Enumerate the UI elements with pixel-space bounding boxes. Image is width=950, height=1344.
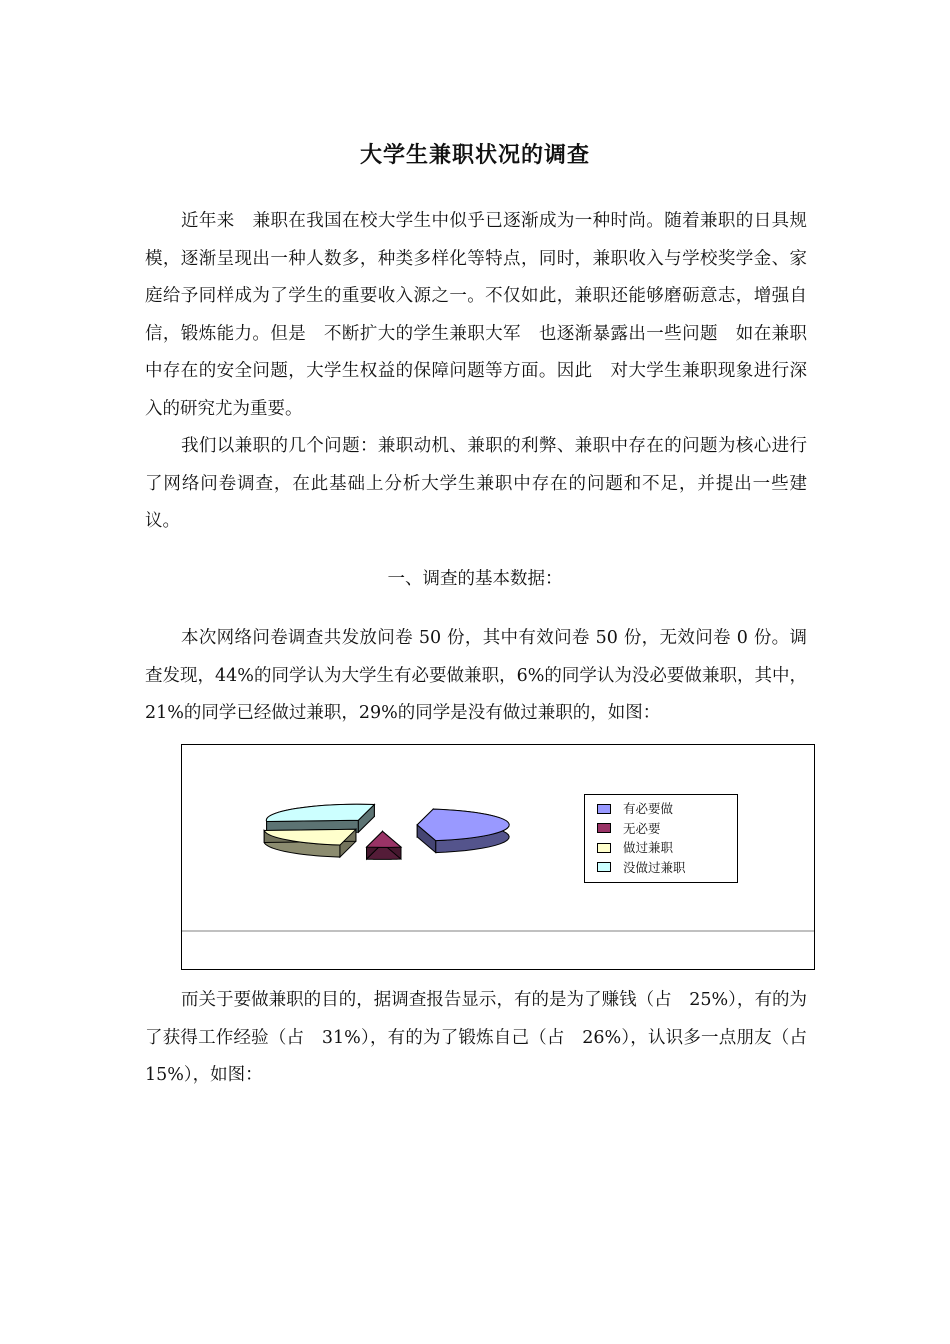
- legend-swatch: [597, 804, 611, 814]
- legend-item: [597, 859, 686, 877]
- legend-label: 没做过兼职: [623, 859, 686, 875]
- legend-label: 做过兼职: [623, 840, 674, 855]
- intro-paragraph: 近年来 兼职在我国在校大学生中似乎已逐渐成为一种时尚。随着兼职的日具规模，逐渐呈现出一种人数多，种类多样化等特点，同时，兼职收入与学校奖学金、家庭给予同样成为了学生的重要收入源之一。不仅如此，兼职还能够磨砺意志，增强自信，锻炼能力。但是 不断扩大的学生兼职大军 也逐渐暴露出一些问题 如在兼职中存在的安全问题，大学生权益的保障问题等方面。因此 对大学生兼职现象进行深入的研究尤为重要。: [145, 211, 807, 419]
- pie-chart: [181, 744, 815, 970]
- legend-swatch: [597, 823, 611, 833]
- legend-item: [597, 820, 661, 838]
- survey-paragraph: 本次网络问卷调查共发放问卷 50 份，其中有效问卷 50 份，无效问卷 0 份。调查发现，44%的同学认为大学生有必要做兼职，6%的同学认为没必要做兼职，其中，21%的同学已经做过兼职，29%的同学是没有做过兼职的，如图：: [145, 628, 807, 723]
- pie-slice-1: [417, 809, 509, 852]
- pie-slice-top: [367, 831, 401, 847]
- pie-slice-top: [266, 804, 374, 821]
- legend-item: [597, 800, 673, 818]
- section-heading: 一、调查的基本数据：: [387, 569, 563, 589]
- legend-label: 无必要: [623, 820, 661, 836]
- chart-legend: [584, 794, 738, 883]
- document-title: 大学生兼职状况的调查: [359, 143, 590, 168]
- legend-swatch: [597, 843, 611, 853]
- purpose-paragraph: 而关于要做兼职的目的，据调查报告显示，有的是为了赚钱（占 25%），有的为了获得工作经验（占 31%），有的为了锻炼自己（占 26%），认识多一点朋友（占 15%），如图：: [145, 990, 807, 1085]
- method-paragraph: 我们以兼职的几个问题：兼职动机、兼职的利弊、兼职中存在的问题为核心进行了网络问卷调查，在此基础上分析大学生兼职中存在的问题和不足，并提出一些建议。: [145, 436, 807, 531]
- legend-swatch: [597, 862, 611, 872]
- pie-slice-2: [367, 831, 401, 859]
- legend-item: [597, 839, 673, 857]
- legend-label: 有必要做: [623, 801, 674, 816]
- pie-slice-3: [264, 829, 356, 857]
- pie-slice-4: [266, 804, 374, 833]
